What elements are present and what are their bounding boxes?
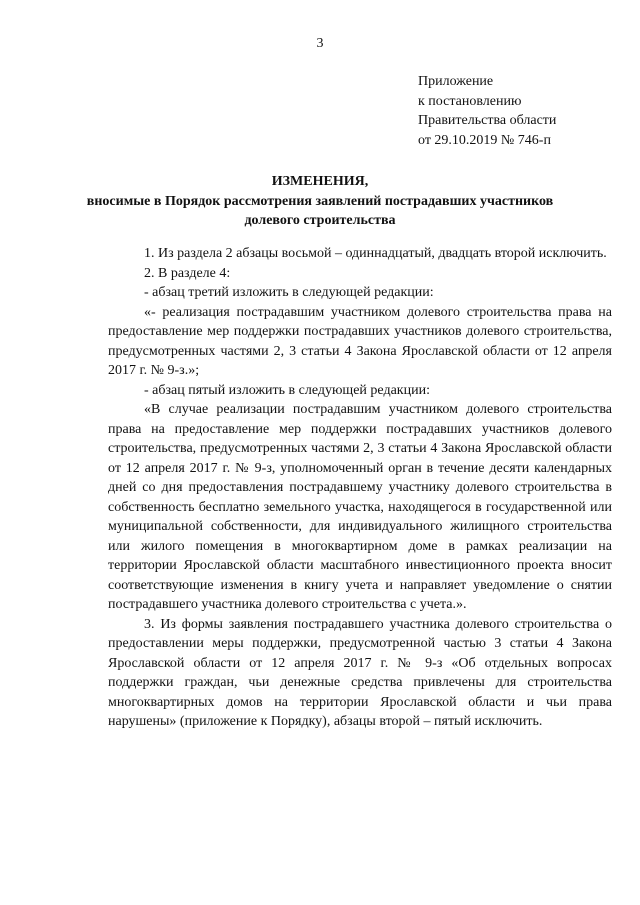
document-body — [108, 244, 612, 732]
paragraph: «В случае реализации пострадавшим участником долевого строительства права на предоставление мер поддержки пострадавших участников долевого строительства, предусмотренных частями 2, 3 статьи 4 Закона Ярославской области от 12 апреля 2017 г. № 9-з, уполномоченный орган в течение десяти календарных дней со дня предоставления пострадавшему участнику долевого строительства в собственность бесплатно земельного участка, находящегося в государственной или муниципальной собственности, для индивидуального жилищного строительства или жилого помещения в многоквартирном доме в рамках реализации на территории Ярославской области масштабного инвестиционного проекта вносит соответствующие изменения в книгу учета и направляет уведомление о снятии пострадавшего участника долевого строительства с учета.». — [108, 402, 612, 612]
page-number: 3 — [316, 36, 324, 51]
paragraph: 3. Из формы заявления пострадавшего участника долевого строительства о предоставлении меры поддержки, предусмотренной частью 3 статьи 4 Закона Ярославской области от 12 апреля 2017 г. № 9-з «Об отдельных вопросах поддержки граждан, чьи денежные средства привлечены для строительства многоквартирных домов на территории Ярославской области и чьи права нарушены» (приложение к Порядку), абзацы второй – пятый исключить. — [108, 616, 612, 729]
appendix-line-1: Приложение — [418, 74, 494, 89]
heading-subtitle-line-1: вносимые в Порядок рассмотрения заявлений пострадавших участников — [86, 193, 554, 209]
heading-title: ИЗМЕНЕНИЯ, — [271, 174, 369, 189]
appendix-line-2: к постановлению — [418, 93, 522, 109]
paragraph: «- реализация пострадавшим участником долевого строительства права на предоставление мер поддержки пострадавших участников долевого строительства, предусмотренных частями 2, 3 статьи 4 Закона Ярославской области от 12 апреля 2017 г. № 9-з.»; — [108, 304, 612, 378]
paragraph: - абзац пятый изложить в следующей редакции: — [144, 382, 430, 398]
appendix-line-4: от 29.10.2019 № 746-п — [418, 132, 551, 148]
paragraph: - абзац третий изложить в следующей редакции: — [144, 285, 434, 300]
appendix-line-3: Правительства области — [418, 113, 557, 128]
heading-subtitle-line-2: долевого строительства — [244, 213, 396, 228]
appendix-block — [418, 72, 556, 150]
document-heading — [0, 172, 640, 231]
paragraph: 1. Из раздела 2 абзацы восьмой – одиннадцатый, двадцать второй исключить. — [144, 246, 607, 261]
paragraph: 2. В разделе 4: — [144, 265, 231, 281]
